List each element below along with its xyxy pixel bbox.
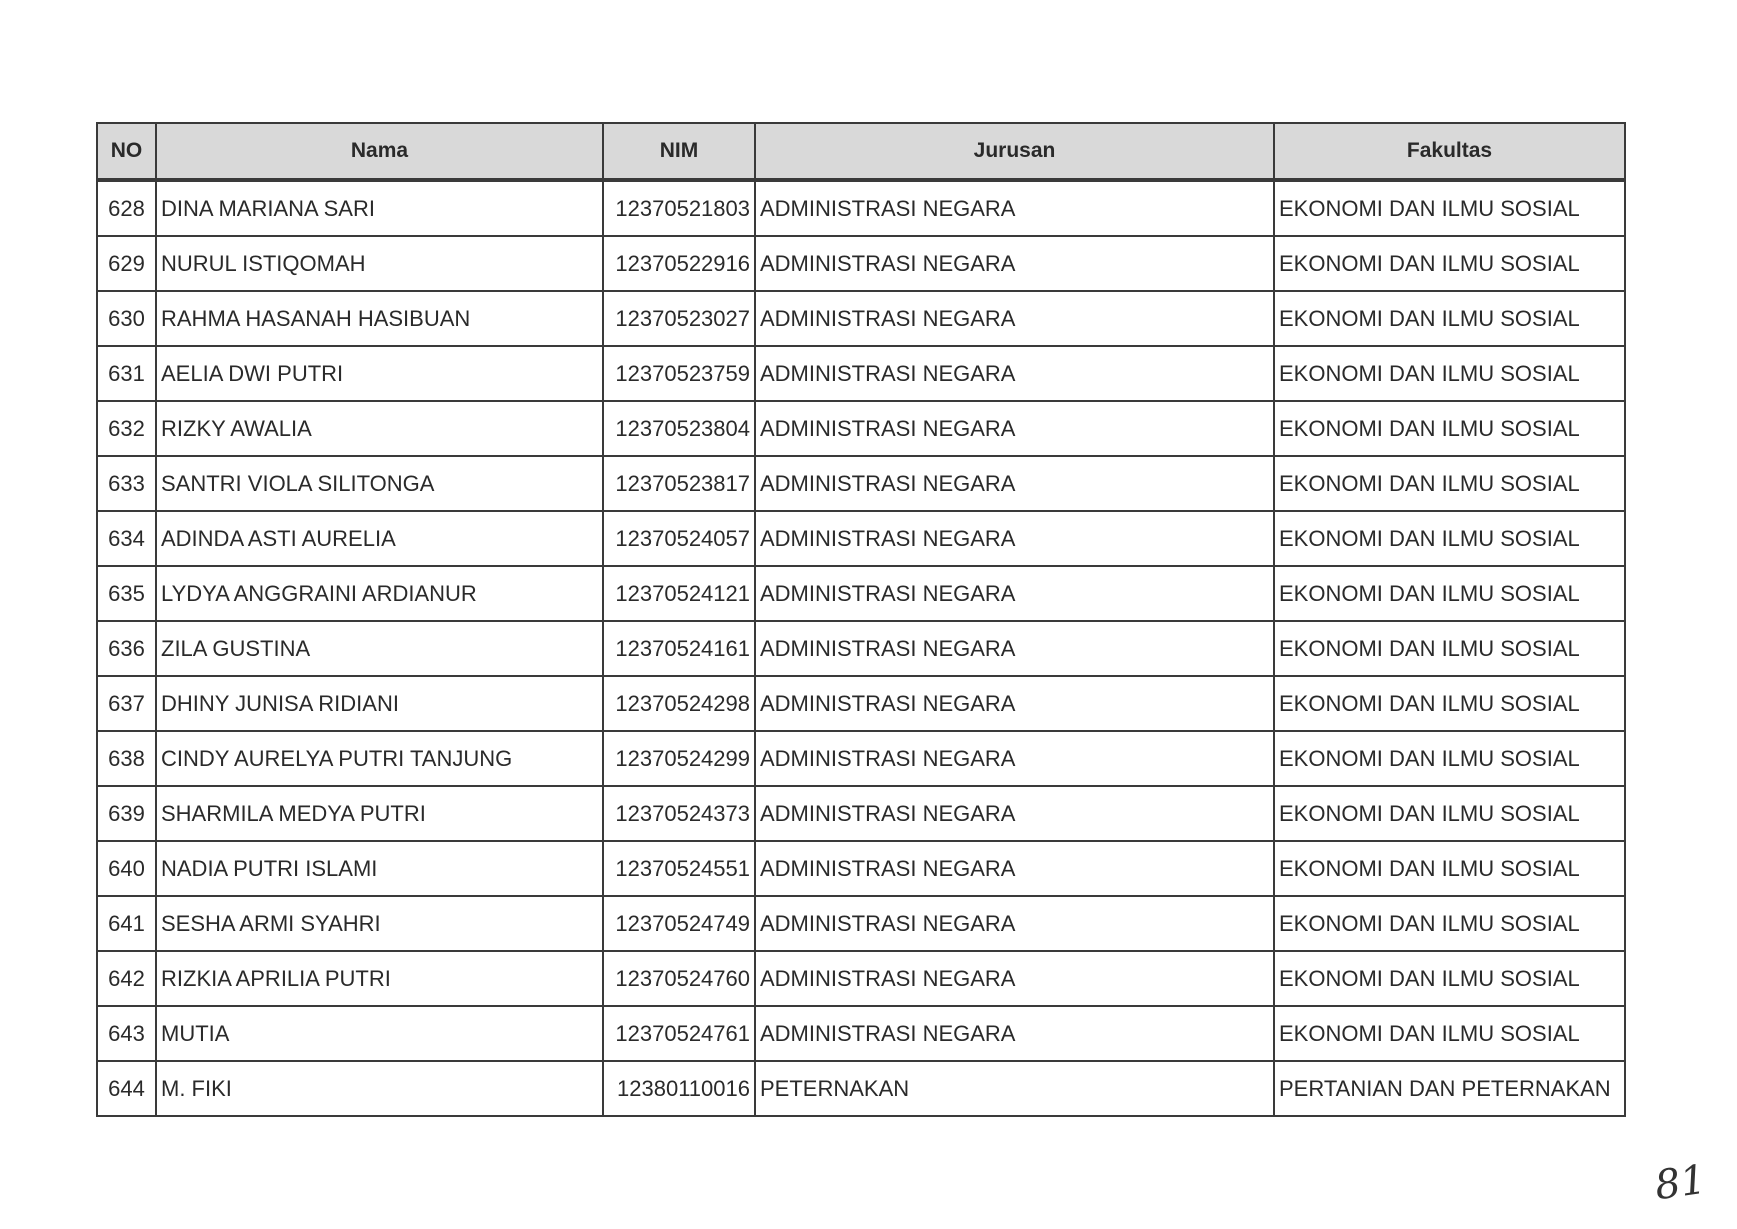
cell-nama: LYDYA ANGGRAINI ARDIANUR (156, 566, 603, 621)
cell-nama: RIZKY AWALIA (156, 401, 603, 456)
cell-jurusan: ADMINISTRASI NEGARA (755, 1006, 1274, 1061)
cell-fakultas: EKONOMI DAN ILMU SOSIAL (1274, 676, 1625, 731)
cell-jurusan: ADMINISTRASI NEGARA (755, 786, 1274, 841)
cell-no: 636 (97, 621, 156, 676)
cell-jurusan: ADMINISTRASI NEGARA (755, 676, 1274, 731)
cell-nama: ADINDA ASTI AURELIA (156, 511, 603, 566)
cell-nim: 12370524761 (603, 1006, 755, 1061)
cell-nama: AELIA DWI PUTRI (156, 346, 603, 401)
cell-fakultas: EKONOMI DAN ILMU SOSIAL (1274, 951, 1625, 1006)
cell-nim: 12370523027 (603, 291, 755, 346)
table-row (97, 401, 1625, 456)
cell-nama: SANTRI VIOLA SILITONGA (156, 456, 603, 511)
cell-no: 639 (97, 786, 156, 841)
cell-jurusan: ADMINISTRASI NEGARA (755, 236, 1274, 291)
cell-nim: 12370523804 (603, 401, 755, 456)
cell-fakultas: EKONOMI DAN ILMU SOSIAL (1274, 786, 1625, 841)
cell-nim: 12370524121 (603, 566, 755, 621)
cell-fakultas: EKONOMI DAN ILMU SOSIAL (1274, 456, 1625, 511)
table-row (97, 566, 1625, 621)
cell-nim: 12370524298 (603, 676, 755, 731)
cell-no: 640 (97, 841, 156, 896)
cell-no: 629 (97, 236, 156, 291)
table-row (97, 511, 1625, 566)
cell-nim: 12370524373 (603, 786, 755, 841)
table-row (97, 456, 1625, 511)
cell-nim: 12370523759 (603, 346, 755, 401)
cell-fakultas: EKONOMI DAN ILMU SOSIAL (1274, 291, 1625, 346)
cell-no: 638 (97, 731, 156, 786)
cell-jurusan: ADMINISTRASI NEGARA (755, 511, 1274, 566)
table-row (97, 951, 1625, 1006)
cell-nama: DHINY JUNISA RIDIANI (156, 676, 603, 731)
cell-no: 641 (97, 896, 156, 951)
cell-jurusan: ADMINISTRASI NEGARA (755, 951, 1274, 1006)
cell-nama: CINDY AURELYA PUTRI TANJUNG (156, 731, 603, 786)
cell-jurusan: ADMINISTRASI NEGARA (755, 621, 1274, 676)
cell-nim: 12370524057 (603, 511, 755, 566)
cell-nim: 12370524760 (603, 951, 755, 1006)
cell-nim: 12370524749 (603, 896, 755, 951)
cell-fakultas: EKONOMI DAN ILMU SOSIAL (1274, 621, 1625, 676)
cell-jurusan: ADMINISTRASI NEGARA (755, 401, 1274, 456)
cell-jurusan: ADMINISTRASI NEGARA (755, 566, 1274, 621)
header-nama: Nama (156, 123, 603, 180)
cell-jurusan: PETERNAKAN (755, 1061, 1274, 1116)
cell-fakultas: EKONOMI DAN ILMU SOSIAL (1274, 896, 1625, 951)
cell-nim: 12370523817 (603, 456, 755, 511)
table-row (97, 841, 1625, 896)
table-row (97, 676, 1625, 731)
cell-nim: 12380110016 (603, 1061, 755, 1116)
table-row (97, 346, 1625, 401)
cell-fakultas: EKONOMI DAN ILMU SOSIAL (1274, 731, 1625, 786)
cell-jurusan: ADMINISTRASI NEGARA (755, 291, 1274, 346)
cell-fakultas: EKONOMI DAN ILMU SOSIAL (1274, 236, 1625, 291)
cell-fakultas: EKONOMI DAN ILMU SOSIAL (1274, 401, 1625, 456)
cell-fakultas: EKONOMI DAN ILMU SOSIAL (1274, 841, 1625, 896)
table-header-row (97, 123, 1625, 180)
cell-no: 635 (97, 566, 156, 621)
table-row (97, 1061, 1625, 1116)
header-no: NO (97, 123, 156, 180)
cell-fakultas: PERTANIAN DAN PETERNAKAN (1274, 1061, 1625, 1116)
handwritten-page-number: 81 (1652, 1156, 1709, 1210)
student-table (96, 122, 1626, 1117)
cell-nama: NURUL ISTIQOMAH (156, 236, 603, 291)
cell-fakultas: EKONOMI DAN ILMU SOSIAL (1274, 566, 1625, 621)
cell-fakultas: EKONOMI DAN ILMU SOSIAL (1274, 1006, 1625, 1061)
cell-nama: MUTIA (156, 1006, 603, 1061)
cell-nama: NADIA PUTRI ISLAMI (156, 841, 603, 896)
cell-fakultas: EKONOMI DAN ILMU SOSIAL (1274, 346, 1625, 401)
cell-no: 631 (97, 346, 156, 401)
cell-nim: 12370521803 (603, 180, 755, 236)
cell-nim: 12370522916 (603, 236, 755, 291)
cell-nim: 12370524161 (603, 621, 755, 676)
cell-jurusan: ADMINISTRASI NEGARA (755, 180, 1274, 236)
cell-nama: SESHA ARMI SYAHRI (156, 896, 603, 951)
cell-no: 632 (97, 401, 156, 456)
table-row (97, 236, 1625, 291)
cell-nim: 12370524551 (603, 841, 755, 896)
cell-no: 630 (97, 291, 156, 346)
cell-nama: ZILA GUSTINA (156, 621, 603, 676)
table-row (97, 1006, 1625, 1061)
header-jurusan: Jurusan (755, 123, 1274, 180)
table-row (97, 180, 1625, 236)
table-row (97, 786, 1625, 841)
header-nim: NIM (603, 123, 755, 180)
cell-jurusan: ADMINISTRASI NEGARA (755, 456, 1274, 511)
cell-nama: SHARMILA MEDYA PUTRI (156, 786, 603, 841)
cell-no: 628 (97, 180, 156, 236)
table-row (97, 291, 1625, 346)
cell-no: 634 (97, 511, 156, 566)
cell-jurusan: ADMINISTRASI NEGARA (755, 731, 1274, 786)
header-fakultas: Fakultas (1274, 123, 1625, 180)
cell-nama: RAHMA HASANAH HASIBUAN (156, 291, 603, 346)
cell-nama: M. FIKI (156, 1061, 603, 1116)
cell-jurusan: ADMINISTRASI NEGARA (755, 346, 1274, 401)
table-row (97, 896, 1625, 951)
cell-no: 633 (97, 456, 156, 511)
cell-nama: RIZKIA APRILIA PUTRI (156, 951, 603, 1006)
cell-no: 642 (97, 951, 156, 1006)
table-row (97, 621, 1625, 676)
cell-nim: 12370524299 (603, 731, 755, 786)
cell-jurusan: ADMINISTRASI NEGARA (755, 896, 1274, 951)
table-body (97, 180, 1625, 1116)
cell-fakultas: EKONOMI DAN ILMU SOSIAL (1274, 180, 1625, 236)
cell-no: 644 (97, 1061, 156, 1116)
cell-nama: DINA MARIANA SARI (156, 180, 603, 236)
table-row (97, 731, 1625, 786)
cell-fakultas: EKONOMI DAN ILMU SOSIAL (1274, 511, 1625, 566)
cell-no: 643 (97, 1006, 156, 1061)
cell-jurusan: ADMINISTRASI NEGARA (755, 841, 1274, 896)
cell-no: 637 (97, 676, 156, 731)
